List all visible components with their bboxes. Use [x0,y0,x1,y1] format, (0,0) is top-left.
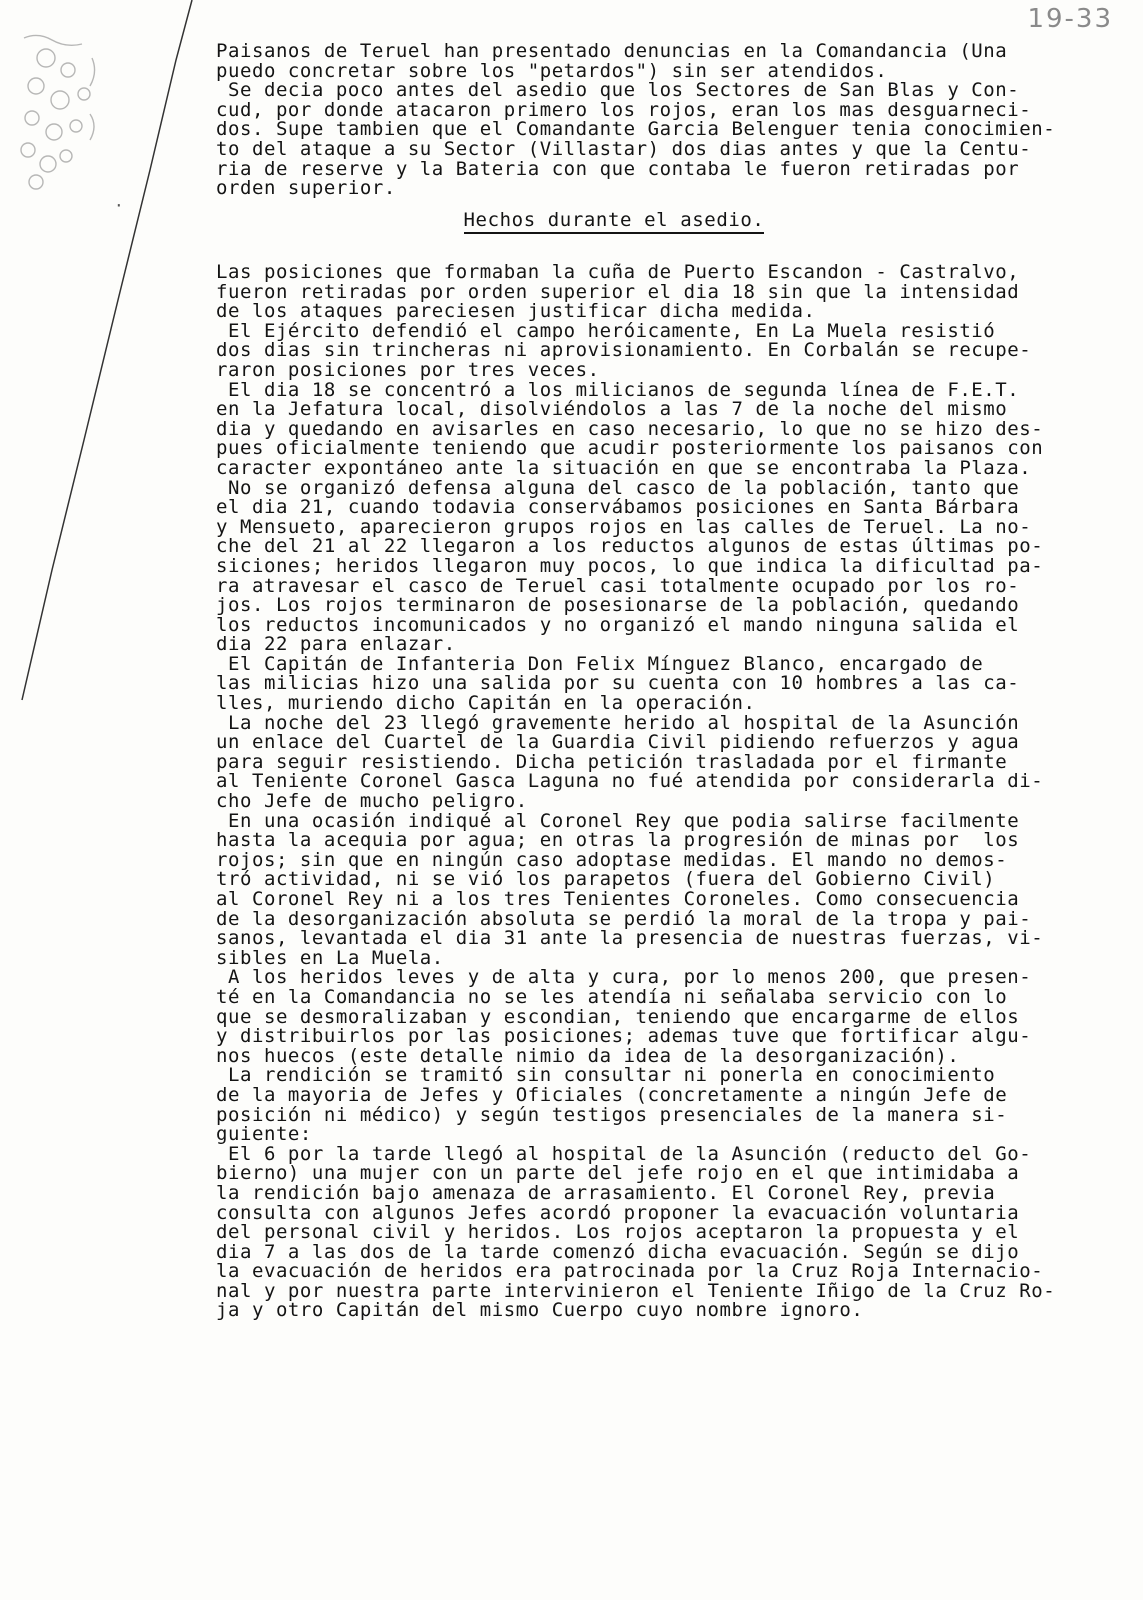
text-line: tró actividad, ni se vió los parapetos (fuera del Gobierno Civil) [216,868,996,891]
text-line: orden superior. [216,177,396,200]
margin-pen-line [0,0,220,720]
text-line: el dia 21, cuando todavia conservábamos posiciones en Santa Bárbara [216,496,1020,519]
text-line: lles, muriendo dicho Capitán en la operación. [216,692,756,715]
text-line: fueron retiradas por orden superior el dia 18 sin que la intensidad [216,280,1020,303]
text-line: dia 7 a las dos de la tarde comenzó dicha evacuación. Según se dijo [216,1240,1020,1263]
text-line: nos huecos (este detalle nimio da idea de la desorganización). [216,1044,960,1067]
text-line: No se organizó defensa alguna del casco de la población, tanto que [216,476,1020,499]
text-line: raron posiciones por tres veces. [216,358,600,381]
text-line: consulta con algunos Jefes acordó proponer la evacuación voluntaria [216,1201,1020,1224]
text-line: bierno) una mujer con un parte del jefe rojo en el que intimidaba a [216,1162,1020,1185]
text-line: las milicias hizo una salida por su cuenta con 10 hombres a las ca- [216,672,1020,695]
text-line: ja y otro Capitán del mismo Cuerpo cuyo nombre ignoro. [216,1299,864,1322]
text-line: para seguir resistiendo. Dicha petición trasladada por el firmante [216,750,1008,773]
text-line: y distribuirlos por las posiciones; ademas tuve que fortificar algu- [216,1025,1032,1048]
text-line: té en la Comandancia no se les atendía ni señalaba servicio con lo [216,985,1008,1008]
text-line: che del 21 al 22 llegaron a los reductos algunos de estas últimas po- [216,535,1044,558]
intro-paragraph [216,42,1086,199]
text-line: ra atravesar el casco de Teruel casi totalmente ocupado por los ro- [216,574,1020,597]
text-line: jos. Los rojos terminaron de posesionarse de la población, quedando [216,594,1020,617]
section-heading-text: Hechos durante el asedio. [464,209,765,234]
text-line: En una ocasión indiqué al Coronel Rey que podia salirse facilmente [216,809,1020,832]
text-line: dia 22 para enlazar. [216,633,456,656]
text-line: de los ataques pareciesen justificar dicha medida. [216,300,816,323]
text-line: A los heridos leves y de alta y cura, por lo menos 200, que presen- [216,966,1032,989]
text-line: cud, por donde atacaron primero los rojos, eran los mas desguarneci- [216,98,1032,121]
text-line: Se decia poco antes del asedio que los Sectores de San Blas y Con- [216,79,1020,102]
text-line: siciones; heridos llegaron muy pocos, lo que indica la dificultad pa- [216,554,1044,577]
text-line: de la desorganización absoluta se perdió la moral de la tropa y pai- [216,907,1032,930]
text-line: nal y por nuestra parte intervinieron el Teniente Iñigo de la Cruz Ro- [216,1279,1056,1302]
page-number-mark: 19-33 [1027,4,1113,34]
text-line: La noche del 23 llegó gravemente herido al hospital de la Asunción [216,711,1020,734]
text-line: El dia 18 se concentró a los milicianos de segunda línea de F.E.T. [216,378,1020,401]
text-line: dia y quedando en avisarles en caso necesario, lo que no se hizo des- [216,417,1044,440]
text-line: rojos; sin que en ningún caso adoptase medidas. El mando no demos- [216,848,1008,871]
text-line: pues oficialmente teniendo que acudir posteriormente los paisanos con [216,437,1044,460]
section-heading [0,209,1143,231]
text-line: Paisanos de Teruel han presentado denuncias en la Comandancia (Una [216,40,1008,62]
body-text [216,263,1086,1321]
margin-mark: · [114,196,124,215]
text-line: del personal civil y heridos. Los rojos aceptaron la propuesta y el [216,1221,1020,1244]
text-line: que se desmoralizaban y escondian, teniendo que encargarme de ellos [216,1005,1020,1028]
text-line: al Teniente Coronel Gasca Laguna no fué atendida por considerarla di- [216,770,1044,793]
text-line: la rendición bajo amenaza de arrasamiento. El Coronel Rey, previa [216,1181,996,1204]
text-line: puedo concretar sobre los "petardos") sin ser atendidos. [216,59,888,82]
text-line: El 6 por la tarde llegó al hospital de la Asunción (reducto del Go- [216,1142,1032,1165]
text-line: Las posiciones que formaban la cuña de Puerto Escandon - Castralvo, [216,261,1020,283]
text-line: caracter expontáneo ante la situación en que se encontraba la Plaza. [216,456,1032,479]
text-line: posición ni médico) y según testigos presenciales de la manera si- [216,1103,1008,1126]
text-line: sibles en La Muela. [216,946,444,969]
text-line: sanos, levantada el dia 31 ante la presencia de nuestras fuerzas, vi- [216,927,1044,950]
text-line: y Mensueto, aparecieron grupos rojos en las calles de Teruel. La no- [216,515,1032,538]
text-line: cho Jefe de mucho peligro. [216,790,528,813]
text-line: La rendición se tramitó sin consultar ni ponerla en conocimiento [216,1064,996,1087]
text-line: hasta la acequia por agua; en otras la progresión de minas por los [216,829,1020,852]
text-line: los reductos incomunicados y no organizó el mando ninguna salida el [216,613,1020,636]
text-line: guiente: [216,1123,312,1146]
text-line: El Capitán de Infanteria Don Felix Mínguez Blanco, encargado de [216,652,984,675]
text-line: de la mayoria de Jefes y Oficiales (concretamente a ningún Jefe de [216,1083,1008,1106]
text-line: to del ataque a su Sector (Villastar) dos dias antes y que la Centu- [216,137,1032,160]
text-line: ria de reserve y la Bateria con que contaba le fueron retiradas por [216,157,1020,180]
text-line: dos dias sin trincheras ni aprovisionamiento. En Corbalán se recupe- [216,339,1032,362]
text-line: dos. Supe tambien que el Comandante Garcia Belenguer tenia conocimien- [216,118,1056,141]
text-line: en la Jefatura local, disolviéndolos a las 7 de la noche del mismo [216,398,1008,421]
text-line: la evacuación de heridos era patrocinada por la Cruz Roja Internacio- [216,1260,1044,1283]
text-line: al Coronel Rey ni a los tres Tenientes Coroneles. Como consecuencia [216,888,1020,910]
text-line: un enlace del Cuartel de la Guardia Civil pidiendo refuerzos y agua [216,731,1020,754]
text-line: El Ejército defendió el campo heróicamente, En La Muela resistió [216,319,996,342]
